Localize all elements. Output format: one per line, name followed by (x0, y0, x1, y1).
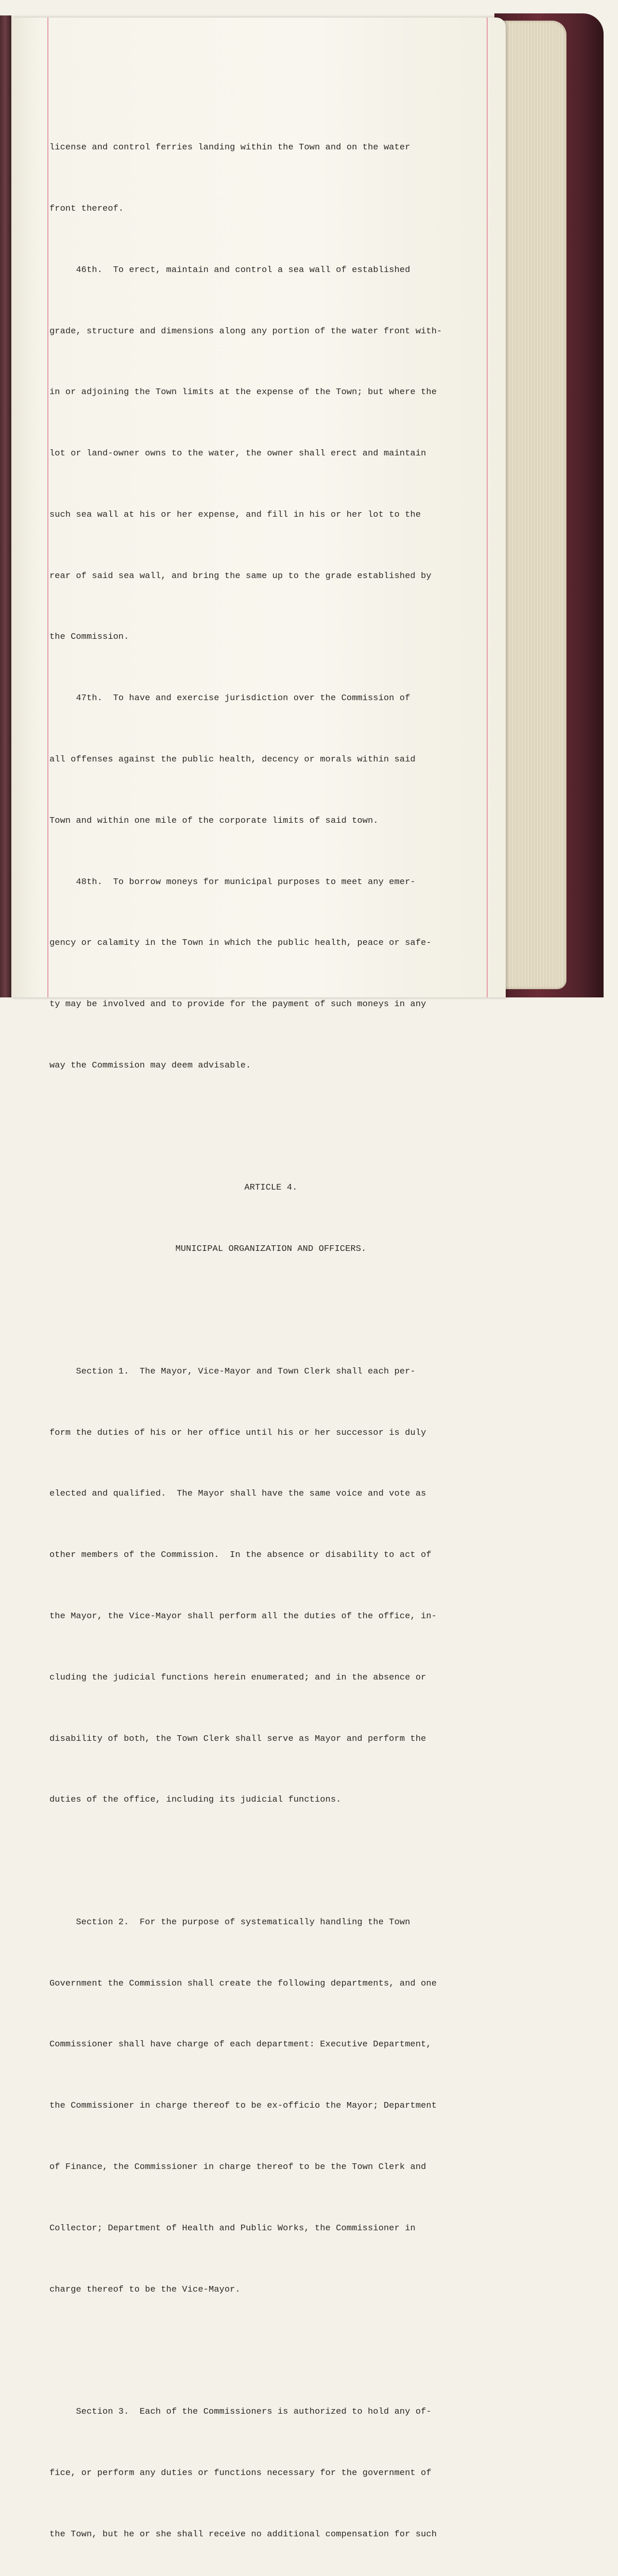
article-subheading: MUNICIPAL ORGANIZATION AND OFFICERS. (175, 1244, 367, 1255)
text-line: the Town, but he or she shall receive no additional compensation for such (49, 2529, 437, 2539)
text-line: Section 3. Each of the Commissioners is authorized to hold any of- (49, 2407, 432, 2417)
text-line: all offenses against the public health, decency or morals within said (49, 755, 416, 765)
text-line: front thereof. (49, 204, 124, 214)
text-line: way the Commission may deem advisable. (49, 1060, 251, 1071)
text-line: duties of the office, including its judicial functions. (49, 1795, 341, 1805)
text-line: the Commission. (49, 632, 129, 642)
left-margin-rule (47, 18, 48, 997)
text-line: disability of both, the Town Clerk shall serve as Mayor and perform the (49, 1734, 426, 1744)
blank-line (49, 1117, 492, 1138)
text-line: such sea wall at his or her expense, and fill in his or her lot to the (49, 510, 421, 520)
text-line: cluding the judicial functions herein enumerated; and in the absence or (49, 1672, 426, 1683)
text-line: charge thereof to be the Vice-Mayor. (49, 2284, 241, 2295)
text-line: Government the Commission shall create the following departments, and one (49, 1978, 437, 1989)
blank-line (49, 2341, 492, 2361)
text-line: 48th. To borrow moneys for municipal purposes to meet any emer- (49, 877, 416, 887)
text-line: fice, or perform any duties or functions necessary for the government of (49, 2468, 432, 2478)
article-heading: ARTICLE 4. (244, 1183, 298, 1193)
text-line: license and control ferries landing within the Town and on the water (49, 143, 410, 153)
document-text (49, 97, 492, 2576)
blank-line (49, 1300, 492, 1321)
text-line: the Mayor, the Vice-Mayor shall perform all the duties of the office, in- (49, 1611, 437, 1621)
text-line: Commissioner shall have charge of each department: Executive Department, (49, 2040, 432, 2050)
book-binding-left (0, 15, 11, 997)
text-line: Town and within one mile of the corporate limits of said town. (49, 816, 379, 826)
text-line: lot or land-owner owns to the water, the owner shall erect and maintain (49, 449, 426, 459)
text-line: 47th. To have and exercise jurisdiction over the Commission of (49, 693, 410, 704)
text-line: gency or calamity in the Town in which the public health, peace or safe- (49, 938, 432, 948)
text-line: in or adjoining the Town limits at the expense of the Town; but where the (49, 387, 437, 398)
text-line: the Commissioner in charge thereof to be ex-officio the Mayor; Department (49, 2101, 437, 2111)
text-line: ty may be involved and to provide for the payment of such moneys in any (49, 999, 426, 1010)
text-line: 46th. To erect, maintain and control a sea wall of established (49, 265, 410, 275)
text-line: of Finance, the Commissioner in charge thereof to be the Town Clerk and (49, 2162, 426, 2172)
text-line: rear of said sea wall, and bring the same up to the grade established by (49, 571, 432, 581)
text-line: elected and qualified. The Mayor shall have the same voice and vote as (49, 1489, 426, 1499)
text-line: grade, structure and dimensions along any portion of the water front with- (49, 326, 442, 336)
text-line: Collector; Department of Health and Public Works, the Commissioner in (49, 2223, 416, 2233)
text-line: Section 2. For the purpose of systematically handling the Town (49, 1917, 410, 1927)
text-line: form the duties of his or her office until his or her successor is duly (49, 1428, 426, 1438)
text-line: other members of the Commission. In the absence or disability to act of (49, 1550, 432, 1561)
blank-line (49, 1851, 492, 1872)
text-line: Section 1. The Mayor, Vice-Mayor and Town Clerk shall each per- (49, 1366, 416, 1377)
